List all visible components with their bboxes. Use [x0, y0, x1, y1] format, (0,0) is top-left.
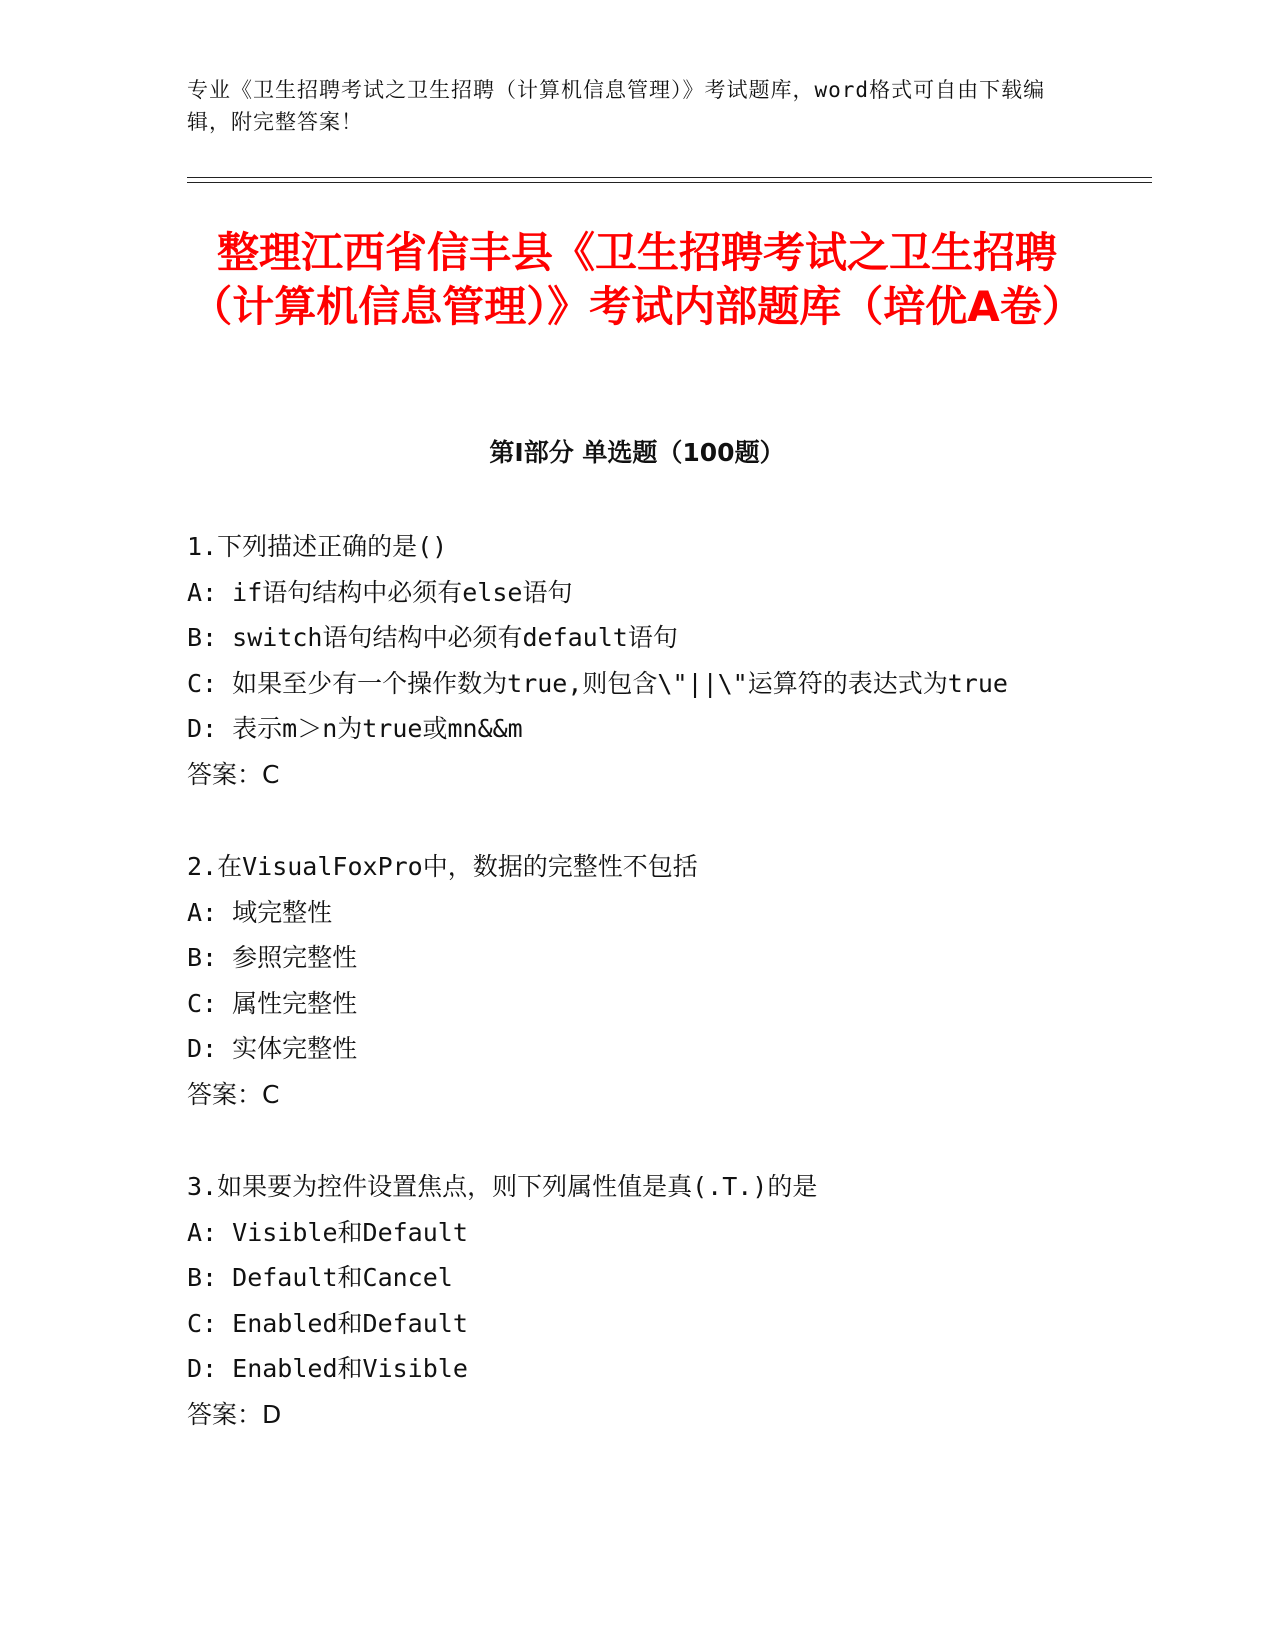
header-divider-top	[187, 177, 1152, 178]
question-stem: 2.在VisualFoxPro中，数据的完整性不包括	[187, 852, 698, 881]
option-c: C: 如果至少有一个操作数为true,则包含\"||\"运算符的表达式为true	[187, 668, 1008, 698]
section-title: 第I部分 单选题（100题）	[489, 438, 785, 467]
option-d: D: 表示m＞n为true或mn&&m	[187, 714, 523, 743]
header-note: 专业《卫生招聘考试之卫生招聘（计算机信息管理）》考试题库，word格式可自由下载编辑，附完整答案！	[187, 78, 1046, 134]
question-3	[187, 1164, 1087, 1437]
option-d: D: Enabled和Visible	[187, 1354, 468, 1383]
question-1	[187, 524, 1087, 797]
option-a: A: if语句结构中必须有else语句	[187, 577, 573, 607]
option-c: C: 属性完整性	[187, 988, 358, 1018]
question-list	[187, 524, 1087, 1484]
question-2	[187, 844, 1087, 1117]
option-d: D: 实体完整性	[187, 1034, 358, 1063]
document-title: 整理江西省信丰县《卫生招聘考试之卫生招聘（计算机信息管理）》考试内部题库（培优A卷）	[190, 228, 1084, 331]
answer: 答案：C	[187, 1079, 280, 1109]
option-b: B: 参照完整性	[187, 943, 358, 972]
answer: 答案：D	[187, 1399, 282, 1429]
option-b: B: Default和Cancel	[187, 1263, 453, 1292]
option-a: A: Visible和Default	[187, 1217, 468, 1247]
header-divider-bottom	[187, 182, 1152, 183]
question-stem: 3.如果要为控件设置焦点，则下列属性值是真(.T.)的是	[187, 1172, 818, 1201]
answer: 答案：C	[187, 759, 280, 789]
option-b: B: switch语句结构中必须有default语句	[187, 623, 678, 652]
option-c: C: Enabled和Default	[187, 1308, 468, 1338]
option-a: A: 域完整性	[187, 897, 333, 927]
question-stem: 1.下列描述正确的是()	[187, 532, 448, 561]
